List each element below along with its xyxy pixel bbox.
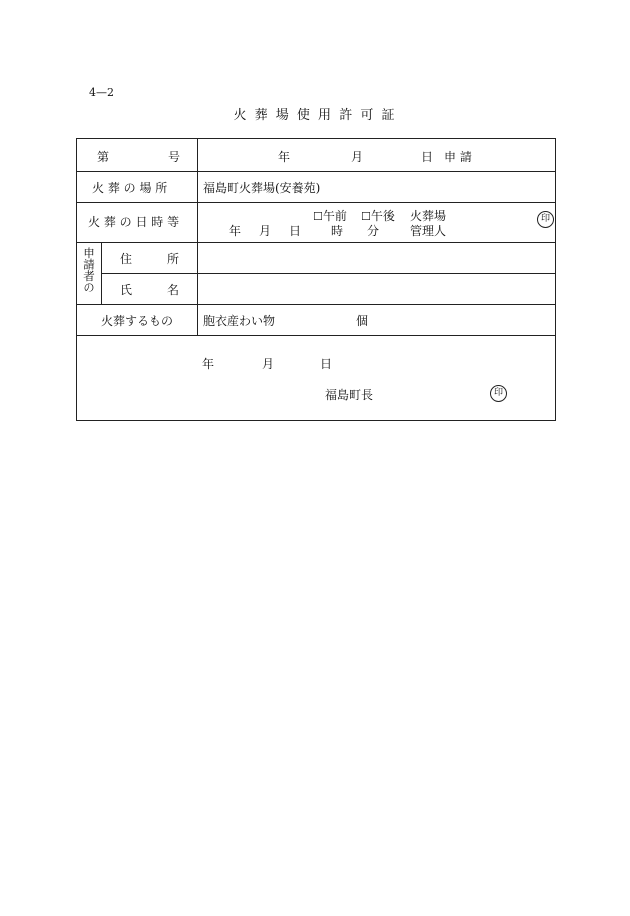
cremated-item-unit: 個 <box>356 314 369 328</box>
cremation-day: 日 <box>289 224 302 238</box>
row-divider <box>77 171 555 172</box>
application-month: 月 <box>351 150 364 164</box>
manager-label: 管理人 <box>410 224 447 238</box>
address-field[interactable] <box>201 244 551 271</box>
row-divider <box>77 335 555 336</box>
address-label-char-2: 所 <box>166 252 179 266</box>
permit-number-label <box>97 148 180 165</box>
am-checkbox[interactable]: ☐ <box>313 210 323 223</box>
row-divider <box>102 273 555 274</box>
row-divider <box>77 242 555 243</box>
application-year: 年 <box>278 150 291 164</box>
application-day: 日 <box>421 150 434 164</box>
form-number: 4—2 <box>89 86 114 99</box>
application-applied: 申 請 <box>444 150 472 164</box>
cremation-datetime-label: 火 葬 の 日 時 等 <box>88 215 180 229</box>
cremation-hour: 時 <box>331 224 344 238</box>
address-label <box>120 250 179 267</box>
cremation-place-label: 火 葬 の 場 所 <box>92 181 168 195</box>
cremation-year: 年 <box>229 224 242 238</box>
cremated-item-label: 火葬するもの <box>101 314 174 328</box>
permit-number-prefix: 第 <box>97 150 110 164</box>
permit-number-suffix: 号 <box>167 150 180 164</box>
address-label-char-1: 住 <box>120 252 133 266</box>
name-label-char-2: 名 <box>166 283 179 297</box>
mayor-seal-icon: 印 <box>490 385 507 402</box>
name-field[interactable] <box>201 275 551 302</box>
am-label: 午前 <box>322 209 347 223</box>
row-divider <box>77 304 555 305</box>
issue-year: 年 <box>202 357 215 371</box>
cremation-month: 月 <box>259 224 272 238</box>
manager-seal-icon: 印 <box>537 211 554 228</box>
cremation-minute: 分 <box>367 224 380 238</box>
name-label-char-1: 氏 <box>120 283 133 297</box>
crematorium-label: 火葬場 <box>410 209 447 223</box>
issue-day: 日 <box>320 357 333 371</box>
form-title: 火 葬 場 使 用 許 可 証 <box>233 108 397 123</box>
pm-checkbox[interactable]: ☐ <box>361 210 371 223</box>
pm-label: 午後 <box>370 209 395 223</box>
applicant-group-label: 申請者の <box>82 247 96 293</box>
mayor-label: 福島町長 <box>325 388 374 402</box>
row-divider <box>77 202 555 203</box>
cremated-item-value: 胞衣産わい物 <box>203 314 276 328</box>
form-table <box>76 138 556 421</box>
column-divider <box>101 242 102 304</box>
column-divider <box>197 139 198 335</box>
name-label <box>120 281 179 298</box>
issue-month: 月 <box>262 357 275 371</box>
cremation-place-value: 福島町火葬場(安養苑) <box>203 181 321 195</box>
